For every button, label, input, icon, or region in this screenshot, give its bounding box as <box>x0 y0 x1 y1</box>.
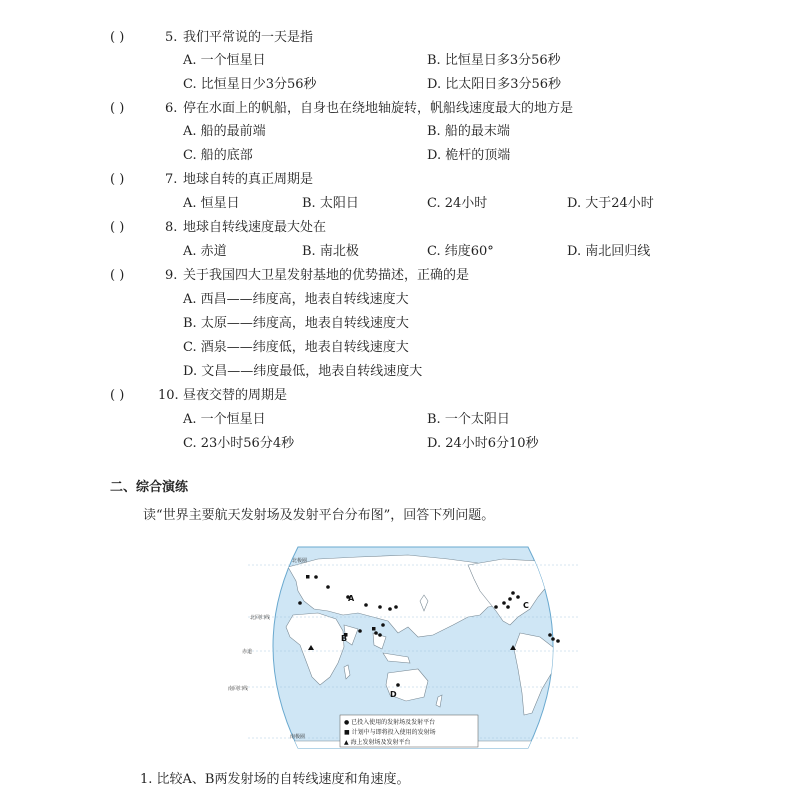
option-q10-a: A. 一个恒星日 <box>183 412 266 427</box>
answer-blank-q7[interactable]: ( ) <box>110 172 125 187</box>
answer-blank-q8[interactable]: ( ) <box>110 220 125 235</box>
site-label-d: D <box>390 690 397 699</box>
answer-blank-q9[interactable]: ( ) <box>110 268 125 283</box>
question-number-q8: 8. <box>165 220 178 235</box>
option-q7-c: C. 24小时 <box>427 196 488 211</box>
option-q5-d: D. 比太阳日多3分56秒 <box>427 77 562 92</box>
label-antarctic-circle: 南极圈 <box>290 734 306 740</box>
option-q5-c: C. 比恒星日少3分56秒 <box>183 77 317 92</box>
option-q8-b: B. 南北极 <box>302 244 359 259</box>
option-q9-b: B. 太原——纬度高，地表自转线速度大 <box>183 316 409 331</box>
question-number-q9: 9. <box>165 268 178 283</box>
option-q7-d: D. 大于24小时 <box>567 196 654 211</box>
option-q7-a: A. 恒星日 <box>183 196 240 211</box>
option-q8-a: A. 赤道 <box>183 244 227 259</box>
label-tropic-capricorn: 南回归线 <box>228 686 249 692</box>
option-q10-b: B. 一个太阳日 <box>427 412 510 427</box>
section-intro: 读“世界主要航天发射场及发射平台分布图”，回答下列问题。 <box>143 508 495 523</box>
question-number-q6: 6. <box>165 101 178 116</box>
option-q6-c: C. 船的底部 <box>183 148 253 163</box>
sub-question-1: 1. 比较A、B两发射场的自转线速度和角速度。 <box>140 772 410 787</box>
site-label-c: C <box>523 601 529 610</box>
question-stem-q5: 我们平常说的一天是指 <box>183 30 314 45</box>
question-stem-q9: 关于我国四大卫星发射基地的优势描述，正确的是 <box>183 268 470 283</box>
option-q5-b: B. 比恒星日多3分56秒 <box>427 53 561 68</box>
option-q8-d: D. 南北回归线 <box>567 244 651 259</box>
answer-blank-q5[interactable]: ( ) <box>110 30 125 45</box>
question-number-q10: 10. <box>158 388 179 403</box>
question-stem-q7: 地球自转的真正周期是 <box>183 172 314 187</box>
label-equator: 赤道 <box>242 649 253 655</box>
answer-blank-q6[interactable]: ( ) <box>110 101 125 116</box>
option-q7-b: B. 太阳日 <box>302 196 359 211</box>
option-q10-d: D. 24小时6分10秒 <box>427 436 539 451</box>
answer-blank-q10[interactable]: ( ) <box>110 388 125 403</box>
legend-active: ● 已投入使用的发射场及发射平台 <box>344 719 436 726</box>
site-label-a: A <box>348 594 355 603</box>
option-q5-a: A. 一个恒星日 <box>183 53 266 68</box>
section-heading: 二、综合演练 <box>110 480 189 495</box>
label-arctic-circle: 北极圈 <box>292 558 308 564</box>
option-q9-d: D. 文昌——纬度最低，地表自转线速度大 <box>183 364 423 379</box>
option-q9-c: C. 酒泉——纬度低，地表自转线速度大 <box>183 340 409 355</box>
legend-sea: ▲ 海上发射场及发射平台 <box>344 739 411 746</box>
option-q10-c: C. 23小时56分4秒 <box>183 436 295 451</box>
question-stem-q8: 地球自转线速度最大处在 <box>183 220 327 235</box>
option-q6-a: A. 船的最前端 <box>183 124 266 139</box>
question-number-q5: 5. <box>165 30 178 45</box>
site-label-b: B <box>341 634 348 643</box>
label-tropic-cancer: 北回归线 <box>250 615 271 621</box>
question-stem-q10: 昼夜交替的周期是 <box>183 388 288 403</box>
legend-planned: ■ 计划中与即将投入使用的发射场 <box>344 729 436 736</box>
option-q9-a: A. 西昌——纬度高，地表自转线速度大 <box>183 292 409 307</box>
question-stem-q6: 停在水面上的帆船，自身也在绕地轴旋转，帆船线速度最大的地方是 <box>183 101 574 116</box>
option-q6-b: B. 船的最末端 <box>427 124 510 139</box>
option-q8-c: C. 纬度60° <box>427 244 494 259</box>
question-number-q7: 7. <box>165 172 178 187</box>
world-launch-site-map <box>228 545 578 750</box>
option-q6-d: D. 桅杆的顶端 <box>427 148 511 163</box>
